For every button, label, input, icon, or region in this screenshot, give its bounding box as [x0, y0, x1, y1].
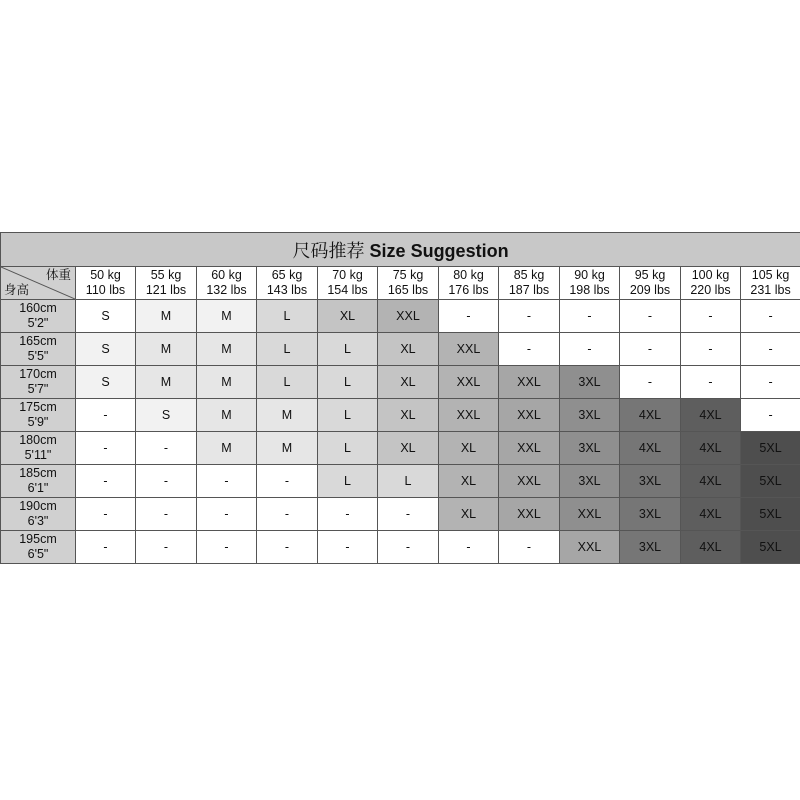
size-cell: M	[197, 432, 257, 465]
height-row	[1, 333, 800, 366]
size-cell: M	[197, 333, 257, 366]
weight-kg: 55 kg	[150, 268, 182, 282]
weight-axis-label: 体重	[45, 268, 71, 282]
size-cell: XXL	[439, 399, 499, 432]
size-cell: L	[257, 366, 318, 399]
height-header-cell	[1, 432, 76, 465]
size-cell: -	[681, 366, 741, 399]
height-cm: 190cm	[19, 499, 57, 513]
size-cell: M	[136, 333, 197, 366]
height-header-cell	[1, 300, 76, 333]
size-cell: -	[499, 300, 560, 333]
size-cell: L	[318, 432, 378, 465]
weight-lbs: 165 lbs	[387, 283, 429, 297]
height-header-cell	[1, 366, 76, 399]
size-cell: XXL	[439, 333, 499, 366]
size-cell: 4XL	[620, 432, 681, 465]
size-cell: -	[197, 531, 257, 564]
height-ft: 5'5"	[27, 349, 49, 363]
height-cm: 175cm	[19, 400, 57, 414]
weight-kg: 105 kg	[751, 268, 790, 282]
size-cell: L	[378, 465, 439, 498]
height-ft: 6'3"	[27, 514, 49, 528]
size-cell: M	[136, 366, 197, 399]
size-cell: -	[257, 531, 318, 564]
size-cell: -	[136, 465, 197, 498]
size-cell: 4XL	[681, 399, 741, 432]
size-cell: XL	[439, 432, 499, 465]
size-cell: 3XL	[560, 465, 620, 498]
height-cm: 195cm	[19, 532, 57, 546]
weight-kg: 50 kg	[90, 268, 121, 282]
size-cell: -	[136, 432, 197, 465]
size-cell: XL	[378, 366, 439, 399]
size-cell: XXL	[560, 531, 620, 564]
weight-kg: 65 kg	[271, 268, 303, 282]
size-suggestion-table	[0, 232, 800, 564]
weight-lbs: 220 lbs	[690, 283, 731, 297]
weight-kg: 60 kg	[211, 268, 242, 282]
size-cell: 4XL	[620, 399, 681, 432]
weight-header-cell	[197, 267, 257, 300]
size-cell: 3XL	[620, 498, 681, 531]
height-cm: 160cm	[19, 301, 57, 315]
size-cell: 5XL	[741, 531, 800, 564]
size-cell: 4XL	[681, 498, 741, 531]
size-cell: M	[197, 399, 257, 432]
weight-lbs: 231 lbs	[750, 283, 791, 297]
size-cell: -	[257, 465, 318, 498]
size-cell: L	[318, 465, 378, 498]
size-cell: M	[197, 366, 257, 399]
size-cell: M	[197, 300, 257, 333]
size-cell: S	[76, 300, 136, 333]
size-cell: -	[378, 531, 439, 564]
size-cell: -	[76, 432, 136, 465]
height-row	[1, 432, 800, 465]
size-cell: XL	[378, 432, 439, 465]
size-cell: -	[741, 366, 800, 399]
weight-lbs: 176 lbs	[448, 283, 489, 297]
size-cell: XL	[378, 333, 439, 366]
height-header-cell	[1, 333, 76, 366]
size-cell: 4XL	[681, 531, 741, 564]
weight-header-row	[1, 267, 800, 300]
size-cell: XXL	[499, 465, 560, 498]
height-row	[1, 531, 800, 564]
height-ft: 5'2"	[27, 316, 49, 330]
size-cell: XL	[439, 465, 499, 498]
size-cell: XL	[378, 399, 439, 432]
size-cell: -	[681, 333, 741, 366]
size-cell: -	[257, 498, 318, 531]
weight-kg: 100 kg	[691, 268, 730, 282]
size-cell: -	[439, 531, 499, 564]
size-cell: L	[318, 366, 378, 399]
height-cm: 185cm	[19, 466, 57, 480]
weight-header-cell	[378, 267, 439, 300]
size-cell: L	[257, 300, 318, 333]
weight-lbs: 187 lbs	[508, 283, 550, 297]
size-cell: XXL	[499, 432, 560, 465]
size-cell: 5XL	[741, 432, 800, 465]
size-cell: -	[318, 498, 378, 531]
size-cell: 5XL	[741, 498, 800, 531]
height-row	[1, 465, 800, 498]
size-cell: XL	[318, 300, 378, 333]
size-cell: 3XL	[620, 465, 681, 498]
weight-header-cell	[318, 267, 378, 300]
size-cell: 3XL	[620, 531, 681, 564]
size-grid	[1, 300, 800, 564]
size-cell: -	[741, 399, 800, 432]
size-cell: -	[197, 498, 257, 531]
weight-kg: 90 kg	[574, 268, 605, 282]
size-cell: -	[560, 300, 620, 333]
size-cell: -	[76, 531, 136, 564]
weight-header-cell	[136, 267, 197, 300]
weight-header-cell	[560, 267, 620, 300]
size-cell: L	[318, 399, 378, 432]
size-cell: 3XL	[560, 366, 620, 399]
size-cell: -	[136, 531, 197, 564]
weight-header-cell	[681, 267, 741, 300]
size-cell: -	[499, 531, 560, 564]
weight-lbs: 121 lbs	[145, 283, 187, 297]
weight-header-cell	[439, 267, 499, 300]
size-cell: -	[76, 465, 136, 498]
weight-header-cell	[499, 267, 560, 300]
height-row	[1, 498, 800, 531]
height-header-cell	[1, 465, 76, 498]
size-cell: -	[136, 498, 197, 531]
size-cell: M	[257, 399, 318, 432]
size-cell: -	[499, 333, 560, 366]
size-cell: -	[620, 300, 681, 333]
weight-lbs: 110 lbs	[85, 283, 126, 297]
height-row	[1, 300, 800, 333]
size-cell: S	[76, 366, 136, 399]
size-cell: 3XL	[560, 432, 620, 465]
height-header-cell	[1, 531, 76, 564]
size-cell: XXL	[499, 498, 560, 531]
height-ft: 6'5"	[27, 547, 49, 561]
title-english: Size Suggestion	[369, 240, 509, 261]
height-ft: 6'1"	[27, 481, 49, 495]
weight-lbs: 198 lbs	[569, 283, 610, 297]
title-chinese: 尺码推荐	[292, 240, 365, 262]
height-cm: 180cm	[19, 433, 57, 447]
weight-header-cell	[257, 267, 318, 300]
weight-lbs: 154 lbs	[327, 283, 368, 297]
height-header-cell	[1, 498, 76, 531]
size-cell: -	[197, 465, 257, 498]
size-cell: L	[318, 333, 378, 366]
weight-kg: 70 kg	[332, 268, 363, 282]
size-cell: -	[681, 300, 741, 333]
weight-lbs: 132 lbs	[206, 283, 247, 297]
size-cell: XXL	[560, 498, 620, 531]
size-cell: XXL	[378, 300, 439, 333]
size-cell: 3XL	[560, 399, 620, 432]
height-ft: 5'11"	[24, 448, 52, 462]
size-cell: -	[439, 300, 499, 333]
table-title	[1, 233, 800, 267]
weight-lbs: 143 lbs	[266, 283, 308, 297]
size-cell: XXL	[439, 366, 499, 399]
size-cell: -	[378, 498, 439, 531]
size-cell: S	[136, 399, 197, 432]
size-cell: -	[620, 333, 681, 366]
height-header-cell	[1, 399, 76, 432]
size-cell: -	[741, 300, 800, 333]
weight-header-cell	[620, 267, 681, 300]
weight-kg: 85 kg	[513, 268, 545, 282]
weight-kg: 75 kg	[392, 268, 424, 282]
size-cell: -	[76, 498, 136, 531]
size-cell: 4XL	[681, 465, 741, 498]
weight-kg: 95 kg	[634, 268, 666, 282]
size-cell: XXL	[499, 366, 560, 399]
height-ft: 5'7"	[27, 382, 49, 396]
size-cell: 5XL	[741, 465, 800, 498]
size-cell: M	[257, 432, 318, 465]
size-cell: M	[136, 300, 197, 333]
size-cell: -	[76, 399, 136, 432]
weight-lbs: 209 lbs	[629, 283, 671, 297]
weight-header-cell	[741, 267, 800, 300]
size-cell: -	[741, 333, 800, 366]
corner-header	[1, 267, 76, 300]
size-cell: L	[257, 333, 318, 366]
size-cell: 4XL	[681, 432, 741, 465]
size-cell: XXL	[499, 399, 560, 432]
weight-header-cell	[76, 267, 136, 300]
height-ft: 5'9"	[27, 415, 49, 429]
size-cell: -	[560, 333, 620, 366]
height-axis-label: 身高	[4, 283, 30, 297]
size-cell: -	[318, 531, 378, 564]
height-row	[1, 366, 800, 399]
size-cell: S	[76, 333, 136, 366]
weight-kg: 80 kg	[453, 268, 484, 282]
size-cell: XL	[439, 498, 499, 531]
height-cm: 170cm	[19, 367, 57, 381]
height-row	[1, 399, 800, 432]
height-cm: 165cm	[19, 334, 57, 348]
size-cell: -	[620, 366, 681, 399]
